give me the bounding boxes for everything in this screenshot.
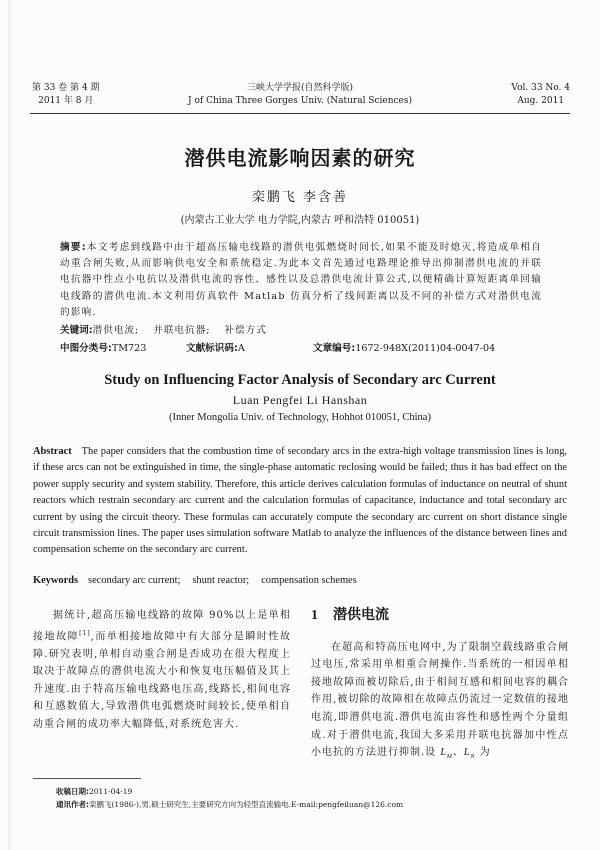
keyword-cn: 潜供电流; <box>92 325 140 336</box>
intro-text-cont: ,而单相接地故障中有大部分是瞬时性故障.研究表明,单相自动重合闸是否成功在很大程度上取决于故障点的潜供电流大小和恢复电压幅值及其上升速度.由于特高压输电线路电压高,线路长,相间电容和互感数值大,导致潜供电弧燃烧时间较长,使单相自动重合闸的成功率大幅降低,对系统危害大. <box>33 630 291 730</box>
keyword-cn: 并联电抗器; <box>153 325 211 336</box>
author-label: 通讯作者: <box>56 800 89 809</box>
abstract-cn-label: 摘要: <box>60 242 87 253</box>
var-ln <box>463 747 476 761</box>
keywords-en-label: Keywords <box>33 575 79 586</box>
section-heading <box>311 607 569 625</box>
section-text-end: 为 <box>475 747 491 759</box>
journal-cn: 三峡大学学报(自然科学版) <box>246 83 354 93</box>
clc-group <box>60 340 186 354</box>
body-column-left <box>33 607 291 733</box>
keyword-en: secondary arc current; <box>88 575 181 586</box>
separator: 、 <box>452 747 464 759</box>
keywords-cn <box>60 322 281 336</box>
footnote-received <box>56 786 132 797</box>
doc-code-group <box>186 340 313 354</box>
affiliation-cn: (内蒙古工业大学 电力学院,内蒙古 呼和浩特 010051) <box>180 215 420 226</box>
keyword-en: shunt reactor; <box>192 575 250 586</box>
running-header <box>30 82 570 110</box>
abstract-en-text: The paper considers that the combustion time of secondary arcs in the extra-high voltage transmission lines is long, if these arcs can not be extinguished in time, the single-phase automatic reclosing would be failed; thus it has bad effect on the power supply security and system stability. Therefore, this article derives calculation formulas of inductance on neutral of shunt reactors which restrain secondary arc current and the calculation formulas of capacitance, inductance and total secondary arc current by using the circuit theory. These formulas can accurately compute the secondary arc current on short distance single circuit transmission lines. The paper uses simulation software Matlab to analyze the influences of the distance between lines and compensation scheme on the secondary arc current. <box>33 446 567 556</box>
citation-ref[interactable]: [1] <box>79 629 91 637</box>
authors-en: Luan Pengfei Li Hanshan <box>232 393 368 407</box>
keywords-cn-label: 关键词: <box>60 325 93 336</box>
var-lm <box>440 747 453 761</box>
title-en: Study on Influencing Factor Analysis of Secondary arc Current <box>104 372 496 388</box>
abstract-en-label: Abstract <box>33 446 72 457</box>
date-cn: 2011 年 8 月 <box>38 96 94 106</box>
body-column-right <box>311 607 569 767</box>
received-value: 2011-04-19 <box>89 787 133 796</box>
intro-text: 据统计,超高压输电线路的故障 90%以上是单相接地故障 <box>33 610 291 642</box>
clc-label: 中图分类号: <box>60 343 112 354</box>
volume-issue: 第 33 卷 第 4 期 <box>32 83 100 93</box>
abstract-cn <box>60 240 542 321</box>
clc-value: TM723 <box>111 343 147 354</box>
footnote-author <box>56 799 403 810</box>
article-no-value: 1672-948X(2011)04-0047-04 <box>355 343 496 354</box>
header-center <box>30 82 570 108</box>
section-number: 1 <box>311 608 318 623</box>
title-cn: 潜供电流影响因素的研究 <box>184 146 416 170</box>
intro-paragraph <box>33 607 291 733</box>
var-symbol: L <box>463 747 471 759</box>
section-paragraph <box>311 639 569 767</box>
section-text: 在超高和特高压电网中,为了限制空载线路重合闸过电压,常采用单相重合闸操作.当系统的一相因单相接地故障而被切除后,由于相间互感和相间电容的耦合作用,被切除的故障相在故障点仍流过一定数值的接地电流,即潜供电流.潜供电流由容性和感性两个分量组成.对于潜供电流,我国大多采用并联电抗器加中性点小电抗的方法进行抑制.设 <box>311 641 569 759</box>
footnote-rule <box>33 778 141 779</box>
authors-cn: 栾鹏飞 李含善 <box>251 190 349 205</box>
keyword-en: compensation schemes <box>261 575 357 586</box>
header-right <box>511 82 570 108</box>
header-rule <box>30 113 570 114</box>
doc-code-label: 文献标识码: <box>186 343 238 354</box>
keywords-en <box>33 575 369 586</box>
article-no-group <box>313 340 495 354</box>
abstract-cn-text: 本文考虑到线路中由于超高压输电线路的潜供电弧燃烧时间长,如果不能及时熄灭,将造成单相自动重合闸失败,从而影响供电安全和系统稳定.为此本文首先通过电路理论推导出抑制潜供电流的并联电抗器中性点小电抗以及潜供电流的容性、感性以及总潜供电流计算公式,以便精确计算短距离单回输电线路的潜供电流.本文利用仿真软件 Matlab 仿真分析了线间距离以及不同的补偿方式对潜供电流的影响. <box>60 242 543 318</box>
volume-en: Vol. 33 No. 4 <box>511 83 570 93</box>
var-subscript: N <box>470 754 476 761</box>
journal-en: J of China Three Gorges Univ. (Natural Sciences) <box>187 96 413 106</box>
page-edge <box>8 0 11 850</box>
section-title: 潜供电流 <box>333 607 389 623</box>
affiliation-en: (Inner Mongolia Univ. of Technology, Hohhot 010051, China) <box>169 412 431 423</box>
date-en: Aug. 2011 <box>517 96 565 106</box>
doc-code-value: A <box>237 343 245 354</box>
author-value: 栾鹏飞(1986-),男,硕士研究生,主要研究方向为轻型直流输电.E-mail:pengfeiluan@126.com <box>89 800 404 809</box>
article-no-label: 文章编号: <box>313 343 356 354</box>
var-subscript: M <box>446 754 453 761</box>
var-symbol: L <box>440 747 447 759</box>
received-label: 收稿日期: <box>56 787 89 796</box>
classification-line <box>60 340 540 354</box>
abstract-en <box>33 444 567 559</box>
keyword-cn: 补偿方式 <box>224 325 267 336</box>
